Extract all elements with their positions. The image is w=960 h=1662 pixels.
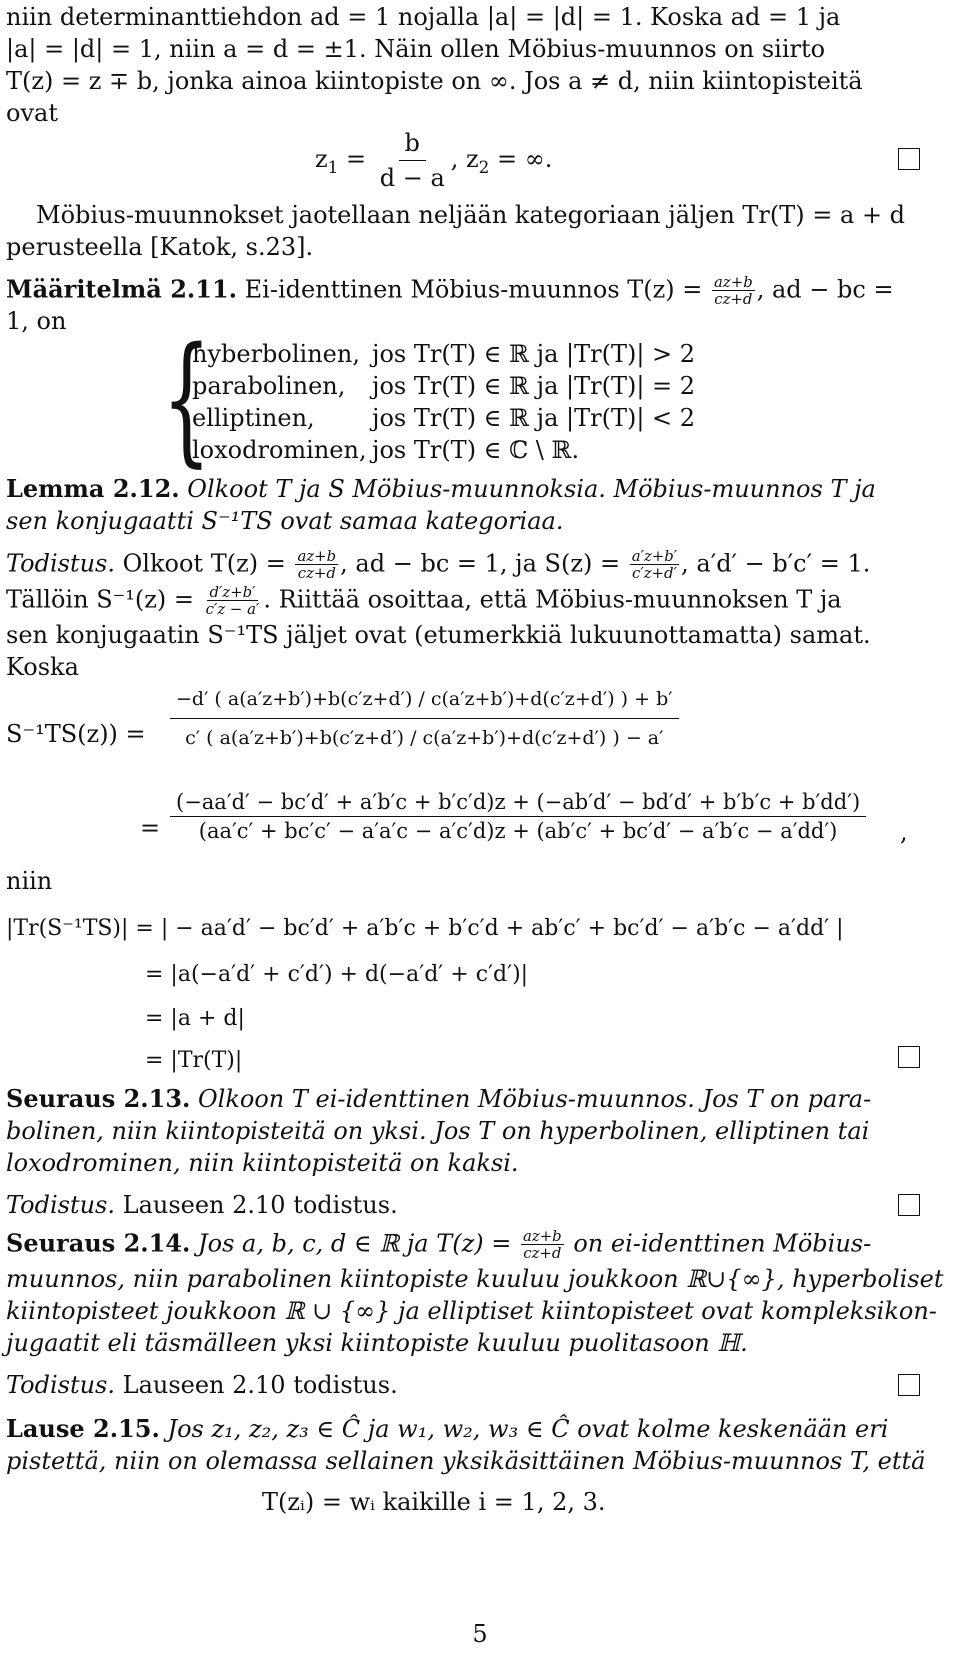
text-line: loxodrominen, niin kiintopisteitä on kaksi. [6, 1149, 519, 1177]
proof-2-12: Todistus. Olkoot T(z) = $\frac{az+b}{cz+d}$ , ad − bc = 1, ja S(z) = $\frac{a'z+b'}{c'z+d'}$ , a′d′ − b′c′ = 1. [6, 547, 871, 583]
text-line: niin [6, 867, 53, 895]
text-line: T(z) = z ∓ b, jonka ainoa kiintopiste on ∞. Jos a ≠ d, niin kiintopisteitä [6, 67, 863, 95]
theorem-2-15: Lause 2.15. Jos z₁, z₂, z₃ ∈ Ĉ ja w₁, w₂, w₃ ∈ Ĉ ovat kolme keskenään eri [6, 1414, 889, 1443]
text-line: 1, on [6, 307, 67, 335]
cases-conditions: jos Tr(T) ∈ ℝ ja |Tr(T)| > 2 jos Tr(T) ∈ ℝ ja |Tr(T)| = 2 jos Tr(T) ∈ ℝ ja |Tr(T)| < 2 jos Tr(T) ∈ ℂ \ ℝ. [372, 340, 696, 464]
text-line: pistettä, niin on olemassa sellainen yksikäsittäinen Möbius-muunnos T, että [6, 1447, 926, 1475]
text-line: Möbius-muunnokset jaotellaan neljään kategoriaan jäljen Tr(T) = a + d [36, 201, 906, 229]
text-line: |a| = |d| = 1, niin a = d = ±1. Näin ollen Möbius-muunnos on siirto [6, 35, 826, 63]
trace-line-1: |Tr(S⁻¹TS)| = | − aa′d′ − bc′d′ + a′b′c + b′c′d + ab′c′ + bc′d′ − a′b′c − a′dd′ | [6, 916, 844, 941]
text-line: Koska [6, 653, 79, 681]
trace-line-2: = |a(−a′d′ + c′d′) + d(−a′d′ + c′d′)| [145, 962, 529, 987]
text-line: sen konjugaatin S⁻¹TS jäljet ovat (etumerkkiä lukuunottamatta) samat. [6, 621, 871, 649]
fraction: $\frac{b}{d - a}$ [379, 129, 445, 192]
text-line: perusteella [Katok, s.23]. [6, 233, 314, 261]
text-line: muunnos, niin parabolinen kiintopiste kuuluu joukkoon ℝ∪{∞}, hyperboliset [6, 1265, 944, 1293]
text-line: jugaatit eli täsmälleen yksi kiintopiste kuuluu puolitasoon ℍ. [6, 1329, 748, 1357]
qed-square [898, 1046, 920, 1068]
trace-line-3: = |a + d| [145, 1006, 245, 1031]
definition-2-11: Määritelmä 2.11. Ei-identtinen Möbius-muunnos T(z) = $\frac{az+b}{cz+d}$ , ad − bc = [6, 273, 894, 309]
equals-sign: = [140, 814, 161, 842]
left-brace: { [162, 318, 211, 481]
trace-line-4: = |Tr(T)| [145, 1048, 243, 1073]
qed-square [898, 1194, 920, 1216]
big-fraction: $\frac{-d' ( a(a'z+b')+b(c'z+d') / c(a'z+b')+d(c'z+d') ) + b'}{c' ( a(a'z+b')+b(c'z+d') / c(a'z+b')+d(c'z+d') ) - a'}$ [170, 680, 679, 757]
theorem-equation: T(zᵢ) = wᵢ kaikille i = 1, 2, 3. [262, 1488, 606, 1516]
corollary-2-13: Seuraus 2.13. Olkoon T ei-identtinen Möbius-muunnos. Jos T on para- [6, 1084, 872, 1113]
proof-2-13: Todistus. Lauseen 2.10 todistus. [6, 1191, 398, 1219]
equation-lhs: S⁻¹TS(z)) = [6, 720, 146, 748]
qed-square [898, 1374, 920, 1396]
qed-square [898, 148, 920, 170]
lemma-2-12: Lemma 2.12. Olkoot T ja S Möbius-muunnoksia. Möbius-muunnos T ja [6, 474, 876, 503]
text-line: niin determinanttiehdon ad = 1 nojalla |a| = |d| = 1. Koska ad = 1 ja [6, 3, 841, 31]
text-line: Tällöin S⁻¹(z) = $\frac{d'z+b'}{c'z - a'}$ . Riittää osoittaa, että Möbius-muunnoksen T ja [6, 583, 842, 619]
text-line: ovat [6, 99, 58, 127]
proof-2-14: Todistus. Lauseen 2.10 todistus. [6, 1371, 398, 1399]
text-line: sen konjugaatti S⁻¹TS ovat samaa kategoriaa. [6, 507, 564, 535]
cases-labels: hyberbolinen, parabolinen, elliptinen, loxodrominen, [192, 340, 367, 464]
equation-fixed-points: $z_1$ = $\frac{b}{d - a}$ , $z_2$ = ∞. [315, 129, 553, 192]
text-line: bolinen, niin kiintopisteitä on yksi. Jos T on hyperbolinen, elliptinen tai [6, 1117, 870, 1145]
page-number: 5 [472, 1620, 488, 1648]
fraction-expanded: (−aa′d′ − bc′d′ + a′b′c + b′c′d)z + (−ab′d′ − bd′d′ + b′b′c + b′dd′) (aa′c′ + bc′c′ − a′a′c − a′c′d)z + (ab′c′ + bc′d′ − a′b′c − a′dd′) [170, 790, 866, 843]
corollary-2-14: Seuraus 2.14. Jos a, b, c, d ∈ ℝ ja T(z) = $\frac{az+b}{cz+d}$ on ei-identtinen Möbius- [6, 1227, 872, 1263]
text-line: kiintopisteet joukkoon ℝ ∪ {∞} ja elliptiset kiintopisteet ovat kompleksikon- [6, 1297, 937, 1325]
comma: , [900, 818, 908, 846]
